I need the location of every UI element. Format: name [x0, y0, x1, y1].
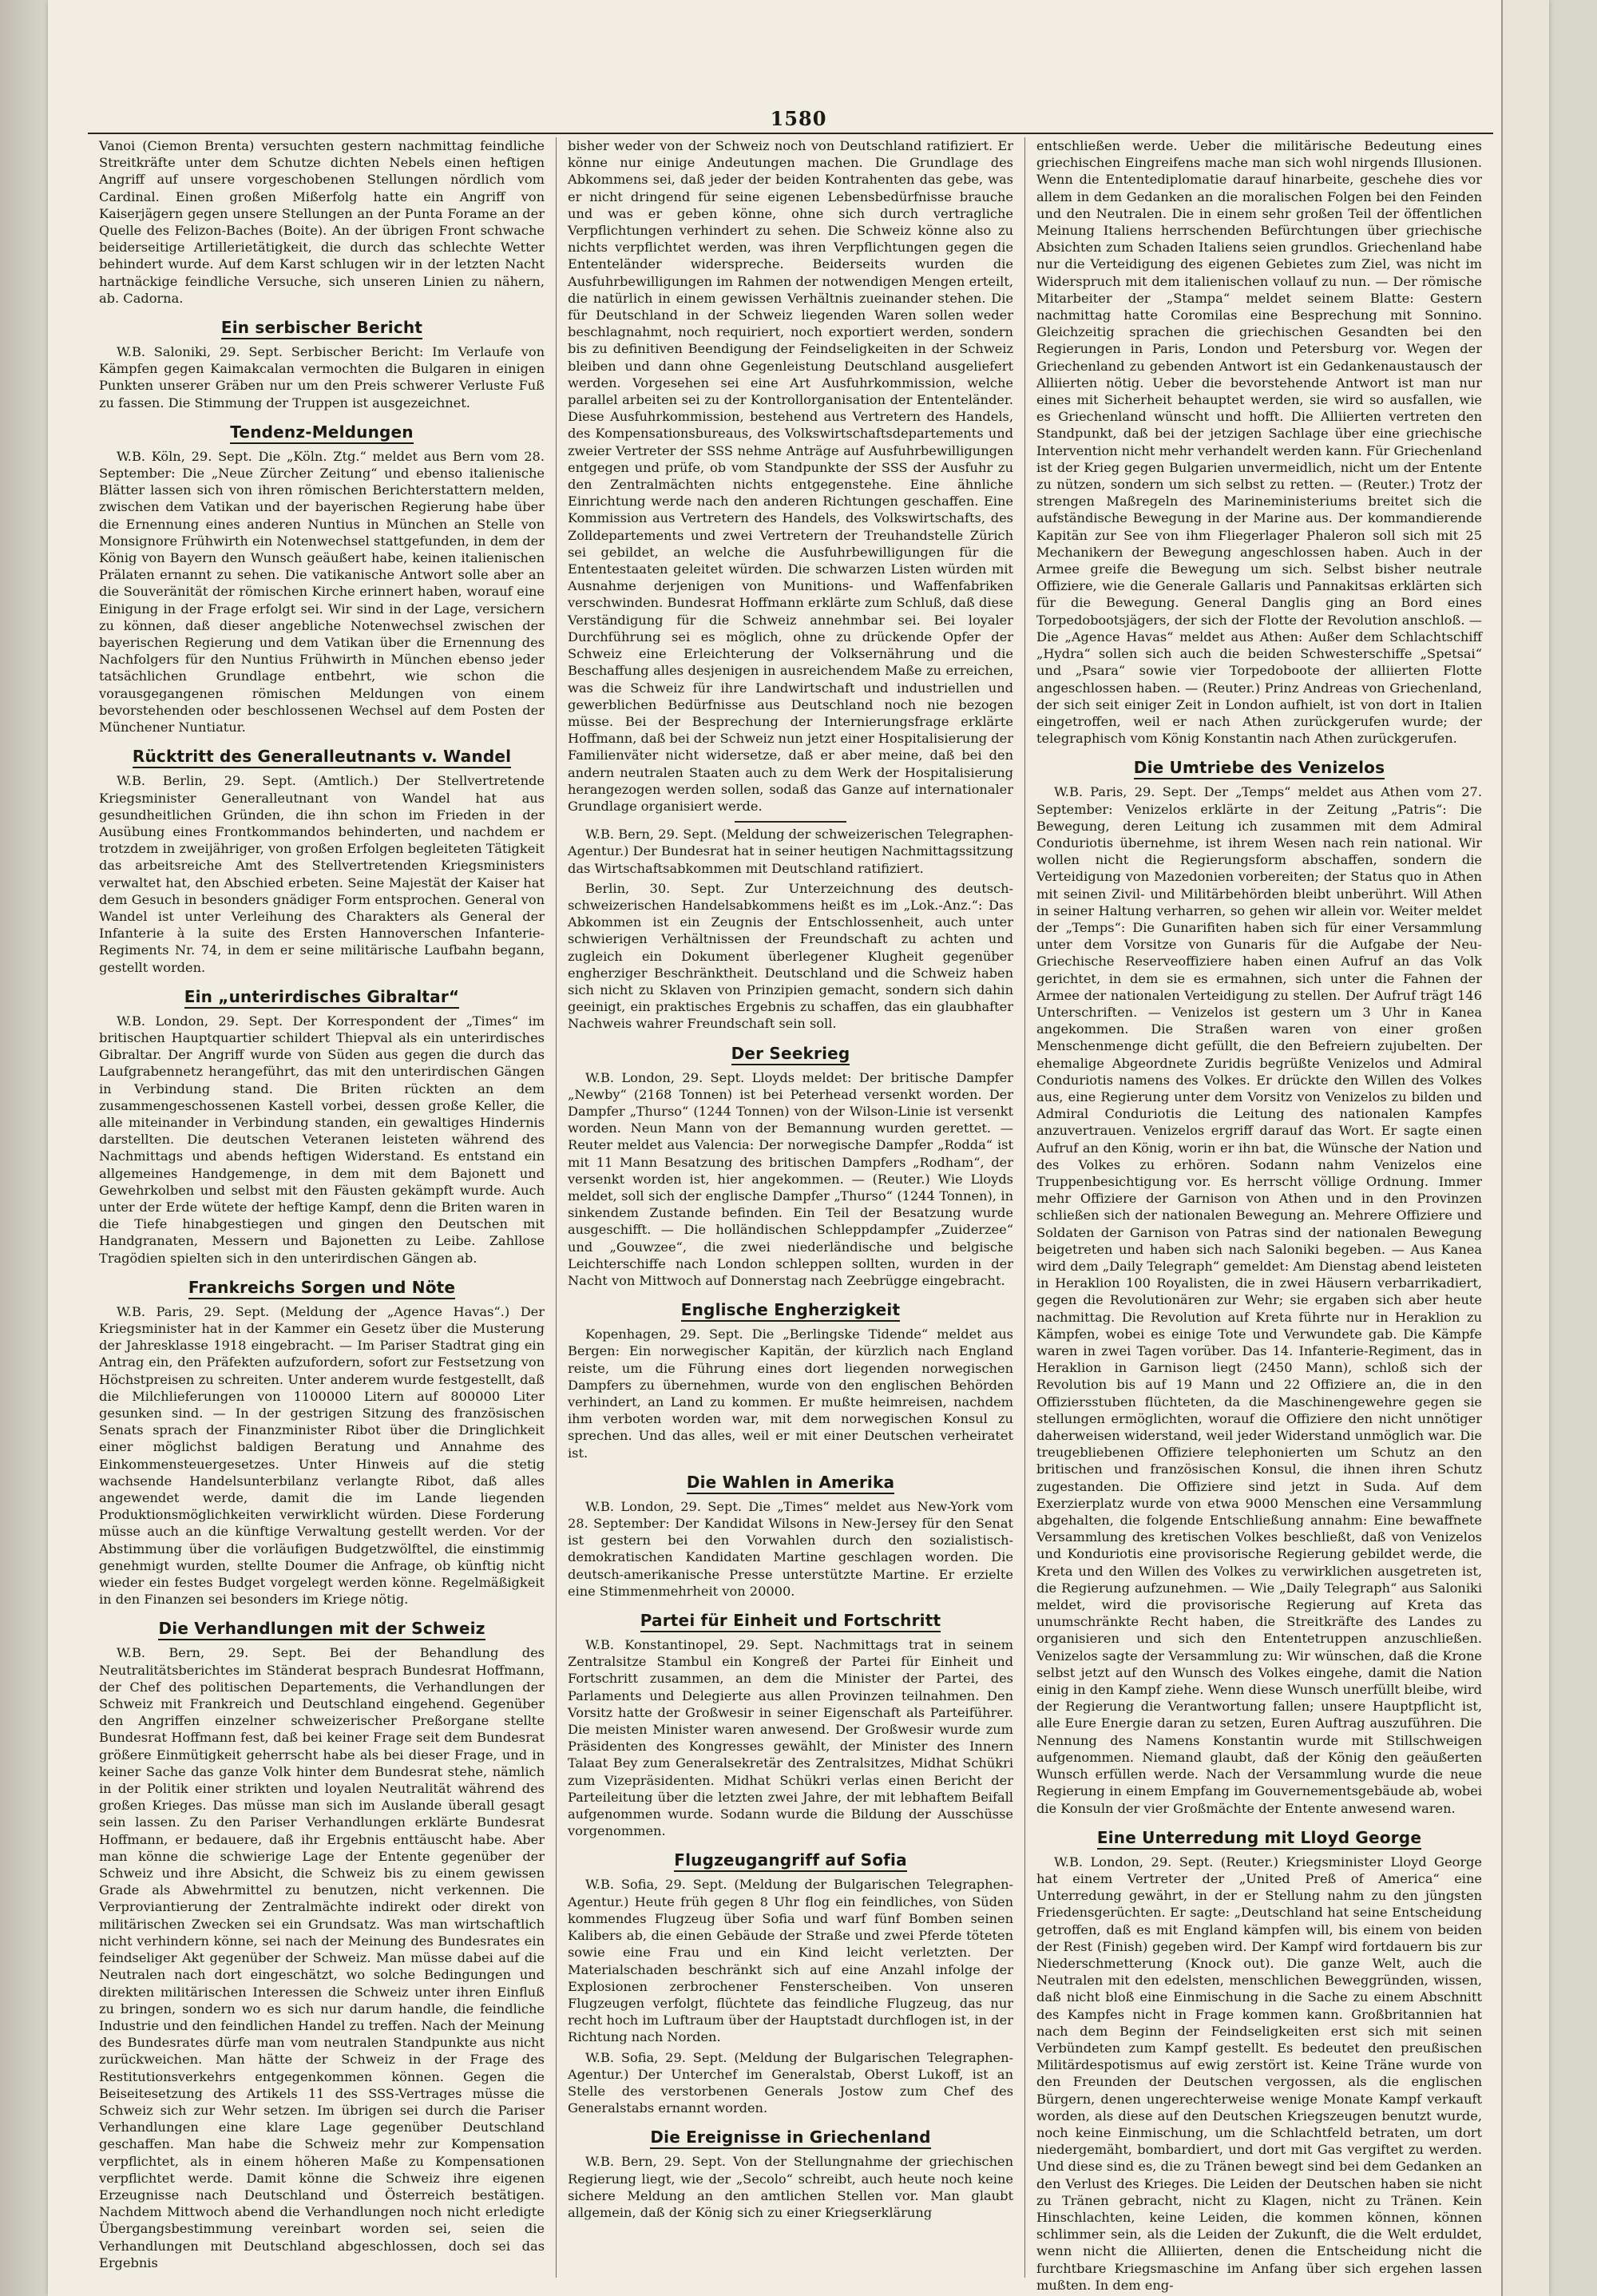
- headline-text: Englische Engherzigkeit: [681, 1300, 901, 1322]
- article-paragraph: W.B. London, 29. Sept. Der Korrespondent der „Times“ im britischen Hauptquartier schildert Thiepval als ein unterirdisches Gibraltar. Der Angriff wurde von Süden aus gegen die durch das Laufgrabennetz herangeführt, das mit den unterirdischen Gängen in Verbindung stand. Die Briten rückten an dem zusammengeschossenen Kastell vorbei, dessen große Keller, die alle miteinander in Verbindung standen, ein gewaltiges Hindernis darstellten. Die deutschen Veteranen leisteten während des Nachmittags und abends heftigen Widerstand. Es entstand ein allgemeines Handgemenge, in dem mit dem Bajonett und Gewehrkolben und selbst mit den Fäusten gekämpft wurde. Auch unter der Erde wütete der heftige Kampf, denn die Briten waren in die Tiefe hinabgestiegen und gingen den Deutschen mit Handgranaten, Messern und Bajonetten zu Leibe. Zahllose Tragödien spielten sich in den unterirdischen Gängen ab.: [99, 1013, 545, 1266]
- newspaper-page: [48, 0, 1549, 2296]
- headline-text: Die Ereignisse in Griechenland: [650, 2127, 930, 2149]
- article-paragraph: W.B. Paris, 29. Sept. (Meldung der „Agence Havas“.) Der Kriegsminister hat in der Kammer ein Gesetz über die Musterung der Jahresklasse 1918 eingebracht. — Im Pariser Stadtrat ging ein Antrag ein, den Präfekten aufzufordern, sofort zur Festsetzung von Höchstpreisen zu schreiten. Unter anderem wurde festgestellt, daß die Milchlieferungen von 1100000 Litern auf 800000 Liter gesunken sind. — In der gestrigen Sitzung des französischen Senats sprach der Finanzminister Ribot über die Dringlichkeit einer möglichst baldigen Beratung und Annahme des Einkommensteuergesetzes. Unter Hinweis auf die stetig wachsende Handelsunterbilanz verlangte Ribot, daß alles angewendet werde, damit die im Lande liegenden Produktionsmöglichkeiten verwirklicht würden. Diese Forderung müsse auch an die künftige Verwaltung gestellt werden. Vor der Abstimmung über die vorläufigen Budgetzwölftel, die einstimmig genehmigt wurden, stellte Doumer die Anfrage, ob künftig nicht wieder ein festes Budget vorgelegt werden könne. Regelmäßigkeit in den Finanzen sei besonders im Kriege nötig.: [99, 1303, 545, 1608]
- article-headline: [568, 1300, 1013, 1319]
- column-1: [88, 137, 557, 2278]
- article-paragraph: W.B. Saloniki, 29. Sept. Serbischer Bericht: Im Verlaufe von Kämpfen gegen Kaimakcalan vermochten die Bulgaren in einigen Punkten unserer Gräben nur um den Preis schwerer Verluste Fuß zu fassen. Die Stimmung der Truppen ist ausgezeichnet.: [99, 344, 545, 410]
- headline-text: Ein „unterirdisches Gibraltar“: [184, 987, 460, 1009]
- page-number: 1580: [770, 107, 827, 130]
- headline-text: Tendenz-Meldungen: [230, 422, 413, 444]
- headline-text: Die Verhandlungen mit der Schweiz: [158, 1619, 485, 1640]
- headline-text: Der Seekrieg: [731, 1044, 850, 1065]
- article-paragraph: bisher weder von der Schweiz noch von Deutschland ratifiziert. Er könne nur einige Andeutungen machen. Die Grundlage des Abkommens sei, daß jeder der beiden Kontrahenten das gebe, was er nicht dringend für seine eigenen Lebensbedürfnisse brauche und was er geben könne, ohne sich durch vertragliche Verpflichtungen verhindert zu sehen. Die Schweiz könne also zu nichts verpflichtet werden, was ihren Verpflichtungen gegen die Ententeländer widerspreche. Beiderseits wurden die Ausfuhrbewilligungen im Rahmen der notwendigen Mengen erteilt, die natürlich in einem gewissen Verhältnis zueinander stehen. Die für Deutschland in der Schweiz liegenden Waren sollen weder beschlagnahmt, noch requiriert, noch exportiert werden, sondern bis zu definitiven Beendigung der Feindseligkeiten in der Schweiz bleiben und dann ohne Gegenleistung Deutschland ausgeliefert werden. Vorgesehen sei eine Art Ausfuhrkommission, welche parallel arbeiten sei zu der Kontrollorganisation der Ententeländer. Diese Ausfuhrkommission, bestehend aus Vertretern des Handels, des Kompensationsbureaus, des Volkswirtschaftsdepartements und zweier Vertreter der SSS nehme Anträge auf Ausfuhrbewilligungen entgegen und prüfe, ob vom Standpunkte der SSS der Ausfuhr zu den Zentralmächten nichts entgegenstehe. Eine ähnliche Einrichtung werde nach den anderen Richtungen geschaffen. Eine Kommission aus Vertretern des Handels, des Volkswirtschafts, des Zolldepartements und zwei Vertretern der Treuhandstelle Zürich sei gebildet, an welche die Ausfuhrbewilligungen für die Ententestaaten geleitet würden. Die schwarzen Listen würden mit Ausnahme derjenigen von Munitions- und Waffenfabriken verschwinden. Bundesrat Hoffmann erklärte zum Schluß, daß diese Verständigung für die Schweiz annehmbar sei. Bei loyaler Durchführung sei es möglich, ohne zu drückende Opfer der Schweiz eine Erleichterung der Volksernährung und die Beschaffung alles desjenigen in ausreichendem Maße zu erreichen, was die Schweiz für ihre Landwirtschaft und industriellen und gewerblichen Bedürfnisse aus Deutschland noch nie bezogen müsse. Bei der Besprechung der Internierungsfrage erklärte Hoffmann, daß bei der Schweiz nun jetzt einer Hospitalisierung der Familienväter nicht widersetze, daß er aber meine, daß bei den andern neutralen Staaten auch zu dem Werk der Hospitalisierung herangezogen werden sollen, sodaß das Ganze auf internationaler Grundlage organisiert werde.: [568, 138, 1013, 814]
- article-paragraph: W.B. Bern, 29. Sept. Von der Stellungnahme der griechischen Regierung liegt, wie der „Secolo“ schreibt, auch heute noch keine sichere Meldung an den amtlichen Stellen vor. Man glaubt allgemein, daß der König sich zu einer Kriegserklärung: [568, 2154, 1013, 2220]
- header-rule: [88, 133, 1493, 134]
- article-paragraph: entschließen werde. Ueber die militärische Bedeutung eines griechischen Eingreifens mache man sich wohl nirgends Illusionen. Wenn die Ententediplomatie darauf hinarbeite, geschehe dies vor allem in dem Gedanken an die moralischen Folgen bei den Feinden und den Neutralen. Die in einem sehr großen Teil der öffentlichen Meinung Italiens herrschenden Befürchtungen über griechische Absichten zum Schaden Italiens seien grundlos. Griechenland habe nur die Verteidigung des eigenen Gebietes zum Ziel, was nicht im Widerspruch mit dem italienischen vollauf zu nun. — Der römische Mitarbeiter der „Stampa“ meldet seinem Blatte: Gestern nachmittag hatte Coromilas eine Besprechung mit Sonnino. Gleichzeitig sprachen die griechischen Gesandten bei den Regierungen in Paris, London und Petersburg vor. Wegen der Griechenland zu gebenden Antwort ist ein Gedankenaustausch der Alliierten nötig. Ueber die bevorstehende Antwort ist man nur eines mit Sicherheit behauptet werden, sie wird so ausfallen, wie es Griechenland wünscht und hofft. Die Alliierten vertreten den Standpunkt, daß bei der jetzigen Sachlage über eine griechische Intervention nicht mehr verhandelt werden kann. Für Griechenland ist der Krieg gegen Bulgarien unvermeidlich, nicht um der Entente zu nützen, sondern um sich selbst zu retten. — (Reuter.) Trotz der strengen Maßregeln des Marineministeriums breitet sich die aufständische Bewegung in der Marine aus. Der kommandierende Kapitän zur See von ihm Fliegerlager Phaleron soll sich mit 25 Mechanikern der Bewegung angeschlossen haben. Auch in der Armee greife die Bewegung um sich. Selbst bisher neutrale Offiziere, wie die Generale Gallaris und Pannakitsas erklärten sich für die Bewegung. General Danglis ging an Bord eines Torpedobootsjägers, der sich der Flotte der Revolution anschloß. — Die „Agence Havas“ meldet aus Athen: Außer dem Schlachtschiff „Hydra“ sollen sich auch die beiden Schwesterschiffe „Spetsai“ und „Psara“ sowie vier Torpedoboote der alliierten Flotte angeschlossen haben. — (Reuter.) Prinz Andreas von Griechenland, der sich seit einiger Zeit in London aufhielt, ist von dort in Italien eingetroffen, weil er nach Athen zurückgerufen wurde; der telegraphisch vom König Konstantin nach Athen zurückgerufen.: [1036, 138, 1482, 747]
- article-headline: [568, 1611, 1013, 1630]
- article-headline: [99, 422, 545, 442]
- article-headline: [568, 1850, 1013, 1870]
- article-paragraph: W.B. Bern, 29. Sept. (Meldung der schweizerischen Telegraphen-Agentur.) Der Bundesrat hat in seiner heutigen Nachmittagssitzung das Wirtschaftsabkommen mit Deutschland ratifiziert.: [568, 827, 1013, 876]
- article-headline: [568, 1044, 1013, 1063]
- article-paragraph: Vanoi (Ciemon Brenta) versuchten gestern nachmittag feindliche Streitkräfte unter dem Schutze dichten Nebels einen heftigen Angriff auf unsere vorgeschobenen Stellungen nördlich vom Cardinal. Einen großen Mißerfolg hatte ein Angriff von Kaiserjägern gegen unsere Stellungen an der Punta Forame an der Quelle des Felizon-Baches (Boite). An der übrigen Front schwache beiderseitige Artillerietätigkeit, die durch das schlechte Wetter behindert wurde. Auf dem Karst schlugen wir in der letzten Nacht hartnäckige feindliche Versuche, sich unseren Linien zu nähern, ab. Cadorna.: [99, 138, 545, 306]
- article-paragraph: W.B. London, 29. Sept. Lloyds meldet: Der britische Dampfer „Newby“ (2168 Tonnen) ist bei Peterhead versenkt worden. Der Dampfer „Thurso“ (1244 Tonnen) von der Wilson-Linie ist versenkt worden. Neun Mann von der Bemannung wurden gerettet. — Reuter meldet aus Valencia: Der norwegische Dampfer „Rodda“ ist mit 11 Mann Besatzung des britischen Dampfers „Rodham“, der versenkt worden ist, hier angekommen. — (Reuter.) Wie Lloyds meldet, soll sich der englische Dampfer „Thurso“ (1244 Tonnen), in sinkendem Zustande befinden. Ein Teil der Besatzung wurde ausgeschifft. — Die holländischen Schleppdampfer „Zuiderzee“ und „Gouwzee“, die zwei niederländische und belgische Leichterschiffe nach London schleppen sollten, wurden in der Nacht von Mittwoch auf Donnerstag nach Zeebrügge eingebracht.: [568, 1069, 1013, 1288]
- headline-text: Frankreichs Sorgen und Nöte: [188, 1278, 455, 1299]
- article-paragraph: W.B. Sofia, 29. Sept. (Meldung der Bulgarischen Telegraphen-Agentur.) Der Unterchef im Generalstab, Oberst Lukoff, ist an Stelle des verstorbenen Generals Jostow zum Chef des Generalstabs ernannt worden.: [568, 2049, 1013, 2116]
- article-paragraph: W.B. London, 29. Sept. (Reuter.) Kriegsminister Lloyd George hat einem Vertreter der „United Preß of America“ eine Unterredung gewährt, in der er Stellung nahm zu den jüngsten Friedensgerüchten. Er sagte: „Deutschland hat seine Entscheidung getroffen, daß es mit England kämpfen will, bis einem von beiden der Rest (Finish) gegeben wird. Der Kampf wird fortdauern bis zur Niederschmetterung (Knock out). Die ganze Welt, auch die Neutralen mit den edelsten, menschlichen Beweggründen, wissen, daß nicht bloß eine Einmischung in die Sache zu einem Abschnitt des Kampfes nicht in Frage kommen kann. Großbritannien hat nach dem Beginn der Feindseligkeiten erst sich mit seinen Verbündeten zum Kampf gestellt. Es bedeutet den preußischen Militärdespotismus auf ewig zerstört ist. Keine Träne wurde von den Freunden der Deutschen vergossen, als die englischen Bürgern, denen ungerechterweise wenige Monate Kampf verkauft worden, als diese auf den Deutschen Kriegszeugen benutzt wurde, noch keine Einmischung, um die Schlachtfeld betraten, um dort niedergemäht, bombardiert, und dort mit Gas vergiftet zu werden. Und diese sind es, die zu Tränen bewegt sind bei dem Gedanken an den Verlust des Krieges. Die Leiden der Deutschen haben sie nicht zu Tränen gebracht, nicht zu Klagen, nicht zu Tränen. Kein Hinschlachten, keine Leiden, die kommen können, können schlimmer sein, als die Leiden der Zukunft, die die Welt erduldet, wenn nicht die Alliierten, denen die Entscheidung nicht die furchtbare Kriegsmaschine im Anfang über sich ergehen lassen mußten. In dem eng-: [1036, 1854, 1482, 2293]
- article-paragraph: W.B. Konstantinopel, 29. Sept. Nachmittags trat in seinem Zentralsitze Stambul ein Kongreß der Partei für Einheit und Fortschritt zusammen, an dem die Minister der Partei, des Parlaments und Delegierte aus allen Provinzen teilnahmen. Den Vorsitz hatte der Großwesir in seiner Eigenschaft als Parteiführer. Die meisten Minister waren anwesend. Der Großwesir wurde zum Präsidenten des Kongresses gewählt, der Minister des Innern Talaat Bey zum Generalsekretär des Zentralsitzes, Midhat Schükri zum Vizepräsidenten. Midhat Schükri verlas einen Bericht der Parteileitung über die letzten zwei Jahre, der mit lebhaftem Beifall aufgenommen wurde. Sodann wurde die Bildung der Ausschüsse vorgenommen.: [568, 1637, 1013, 1839]
- article-headline: [99, 987, 545, 1006]
- article-headline: [99, 318, 545, 337]
- article-headline: [99, 1619, 545, 1638]
- headline-text: Ein serbischer Bericht: [221, 318, 422, 339]
- article-headline: [99, 747, 545, 766]
- article-paragraph: W.B. London, 29. Sept. Die „Times“ meldet aus New-York vom 28. September: Der Kandidat Wilsons in New-Jersey für den Senat ist gestern bei den Vorwahlen durch den sozialistisch-demokratischen Kandidaten Martine geschlagen worden. Die deutsch-amerikanische Presse unterstützte Martine. Er erzielte eine Stimmenmehrheit von 20000.: [568, 1498, 1013, 1599]
- article-columns: [88, 137, 1493, 2293]
- headline-text: Die Umtriebe des Venizelos: [1134, 758, 1385, 779]
- headline-text: Eine Unterredung mit Lloyd George: [1097, 1828, 1421, 1850]
- article-headline: [99, 1278, 545, 1297]
- article-headline: [568, 2127, 1013, 2147]
- book-gutter: [0, 0, 48, 2296]
- article-headline: [1036, 1828, 1482, 1847]
- headline-text: Rücktritt des Generalleutnants v. Wandel: [133, 747, 511, 768]
- article-headline: [1036, 758, 1482, 777]
- article-paragraph: W.B. Bern, 29. Sept. Bei der Behandlung des Neutralitätsberichtes im Ständerat besprach Bundesrat Hoffmann, der Chef des politischen Departements, die Verhandlungen der Schweiz mit Frankreich und Deutschland eingehend. Gegenüber den Angriffen einzelner schweizerischer Preßorgane stellte Bundesrat Hoffmann fest, daß bei keiner Frage seit dem Bundesrat größere Einmütigkeit geherrscht habe als bei dieser Frage, und in keiner Sache das ganze Volk hinter dem Bundesrat stehe, nämlich in der Politik einer strikten und loyalen Neutralität während des großen Krieges. Das müsse man sich im Auslande überall gesagt sein lassen. Zu den Pariser Verhandlungen erklärte Bundesrat Hoffmann, er bedauere, daß ihr Ergebnis enttäuscht habe. Aber man könne die schwierige Lage der Entente gegenüber der Schweiz und ihre Absicht, die Schweiz bis zu einem gewissen Grade als Abwehrmittel zu benutzen, nicht verkennen. Die Verproviantierung der Zentralmächte indirekt oder direkt von militärischen Zwecken sei ein Grundsatz. Was man wirtschaftlich nicht verhindern könne, sei nach der Meinung des Bundesrates ein feindseliger Akt gegenüber der Schweiz. Man müsse dabei auf die Neutralen nach dort eingeschätzt, wo solche Bedingungen und direkten militärischen Interessen die Schweiz unter ihren Einfluß zu bringen, sondern wo es sich nur darum handle, die feindliche Industrie und den feindlichen Handel zu treffen. Nach der Meinung des Bundesrates dürfe man vom neutralen Standpunkte aus nicht zurückweichen. Man hätte der Schweiz in der Frage des Restitutionsverkehrs entgegenkommen können. Gegen die Beiseitesetzung des Artikels 11 des SSS-Vertrages müsse die Schweiz sich zur Wehr setzen. Im übrigen sei durch die Pariser Verhandlungen eine klare Lage gegenüber Deutschland geschaffen. Man habe die Schweiz mehr zur Kompensation verpflichtet, als in einem höheren Maße zu Kompensationen verpflichtet werde. Damit könne die Schweiz ihre eigenen Erzeugnisse nach Deutschland und Österreich bestätigen. Nachdem Mittwoch abend die Verhandlungen noch nicht erledigte Übergangsbestimmung vereinbart worden sei, seien die Verhandlungen mit Deutschland abgeschlossen, doch sei das Ergebnis: [99, 1645, 545, 2270]
- headline-text: Partei für Einheit und Fortschritt: [640, 1611, 941, 1632]
- article-paragraph: W.B. Paris, 29. Sept. Der „Temps“ meldet aus Athen vom 27. September: Venizelos erklärte in der Zeitung „Patris“: Die Bewegung, deren Leitung ich zusammen mit dem Admiral Conduriotis übernehme, ist ihrem Wesen nach rein national. Wir wollen nicht die Regierungsform abschaffen, sondern die Verteidigung von Mazedonien vorbereiten; der Status quo in Athen mit seinen Zivil- und Militärbehörden bleibt unberührt. Will Athen in seiner Haltung verharren, so gehen wir allein vor. Weiter meldet der „Temps“: Die Gunarifiten haben sich für einer Versammlung unter dem Vorsitze von Gunaris für die Aufgabe der Neu-Griechische Reserveoffiziere haben einen Aufruf an das Volk gerichtet, in dem sie es ermahnen, sich unter die Fahnen der Armee der nationalen Verteidigung zu stellen. Der Aufruf trägt 146 Unterschriften. — Venizelos ist gestern um 3 Uhr in Kanea angekommen. Die Straßen waren von einer großen Menschenmenge dicht gefüllt, die den Befreiern zujubelten. Der ehemalige Abgeordnete Zuridis begrüßte Venizelos und Admiral Conduriotis namens des Volkes. Er drückte den Willen des Volkes aus, eine Regierung unter dem Vorsitz von Venizelos zu bilden und Admiral Conduriotis die Leitung des nationalen Kampfes anzuvertrauen. Venizelos ergriff darauf das Wort. Er sagte einen Aufruf an den König, worin er ihn bat, die Wünsche der Nation und des Volkes zu erhören. Sodann nahm Venizelos eine Truppenbesichtigung vor. Es herrscht völlige Ordnung. Immer mehr Offiziere der Garnison von Athen und in den Provinzen schließen sich der nationalen Bewegung an. Mehrere Offiziere und Soldaten der Garnison von Patras sind der nationalen Bewegung beigetreten und haben sich nach Saloniki begeben. — Aus Kanea wird dem „Daily Telegraph“ gemeldet: Am Dienstag abend leisteten in Heraklion 100 Royalisten, die in zwei Häusern verbarrikadiert, gegen die Revolutionären zur Wehr; sie ergaben sich aber heute nachmittag. Die Revolution auf Kreta führte nur in Heraklion zu Kämpfen, wobei es einige Tote und Verwundete gab. Die Kämpfe waren in zwei Tagen vorüber. Das 14. Infanterie-Regiment, das in Heraklion in Garnison liegt (2450 Mann), schloß sich der Revolution bis auf 19 Mann und 22 Offiziere an, die in den Offiziersstuben flüchteten, da die Maschinengewehre gegen sie stellungen ermöglichten, worauf die Offiziere den nicht unnötiger daherweisen widerstand, weil jeder Widerstand unmöglich war. Die treugebliebenen Offiziere telephonierten um Schutz an den britischen und französischen Konsul, die ihnen ihren Schutz zugestanden. Die Offiziere sind jetzt in Suda. Auf dem Exerzierplatz wurde von etwa 9000 Menschen eine Versammlung abgehalten, die folgende Entschließung annahm: Eine bewaffnete Versammlung des kretischen Volkes beschließt, daß von Venizelos und Konduriotis eine provisorische Regierung gebildet werde, die Kreta und den Willen des Volkes zu verwirklichen ausgetreten ist, die Regierung aufzunehmen. — Wie „Daily Telegraph“ aus Saloniki meldet, wird die provisorische Regierung auf Kreta das unumschränkte Recht haben, die Streitkräfte des Landes zu organisieren und sich den Ententetruppen anzuschließen. Venizelos sagte der Versammlung zu: Wir wünschen, daß die Krone selbst jetzt auf den Wunsch des Volkes eingehe, damit die Nation einig in den Kampf ziehe. Wenn diese Wunsch unerfüllt bleibe, wird der Regierung die Verantwortung fallen; unsere Hauptpflicht ist, alle Eure Energie daran zu setzen, Euren Auftrag auszuführen. Die Nennung des Namens Konstantin wurde mit Stillschweigen aufgenommen. Niemand glaubt, daß der König den geäußerten Wunsch erfüllen werde. Nach der Versammlung wurde die neue Regierung in einem Empfang im Gouvernementsgebäude ab, wobei die Konsuln der vier Großmächte der Entente anwesend waren.: [1036, 784, 1482, 1816]
- headline-text: Flugzeugangriff auf Sofia: [674, 1850, 907, 1872]
- adjacent-page-edge: [1501, 0, 1549, 2296]
- article-paragraph: W.B. Sofia, 29. Sept. (Meldung der Bulgarischen Telegraphen-Agentur.) Heute früh gegen 8 Uhr flog ein feindliches, von Süden kommendes Flugzeug über Sofia und warf fünf Bomben seinen Kalibers ab, die einen Gebäude der Straße und zwei Pferde töteten sowie eine Frau und ein Kind leicht verletzten. Der Materialschaden beschränkt sich auf eine Anzahl infolge der Explosionen zerbrochener Fensterscheiben. Von unseren Flugzeugen verfolgt, flüchtete das feindliche Flugzeug, das nur recht hoch im Luftraum über der Hauptstadt durchflogen ist, in der Richtung nach Norden.: [568, 1877, 1013, 2045]
- section-divider: [735, 821, 846, 823]
- article-paragraph: Kopenhagen, 29. Sept. Die „Berlingske Tidende“ meldet aus Bergen: Ein norwegischer Kapitän, der kürzlich nach England reiste, um die Führung eines dort liegenden norwegischen Dampfers zu übernehmen, wurde von den englischen Behörden verhindert, an Land zu kommen. Er mußte heimreisen, nachdem ihm verboten worden war, mit dem norwegischen Konsul zu sprechen. Und das alles, weil er mit einer Deutschen verheiratet ist.: [568, 1326, 1013, 1461]
- article-headline: [568, 1473, 1013, 1492]
- headline-text: Die Wahlen in Amerika: [687, 1473, 894, 1494]
- article-paragraph: W.B. Berlin, 29. Sept. (Amtlich.) Der Stellvertretende Kriegsminister Generalleutnant von Wandel hat aus gesundheitlichen Gründen, die ihn schon im Frieden in der Ausübung eines Frontkommandos behinderten, und nachdem er trotzdem in zweijähriger, von großen Erfolgen begleiteten Tätigkeit das arbeitsreiche Amt des Stellvertretenden Kriegsministers verwaltet hat, den Abschied erbeten. Seine Majestät der Kaiser hat dem Gesuch in besonders gnädiger Form entsprochen. General von Wandel ist unter Verleihung des Charakters als General der Infanterie à la suite des Ersten Hannoverschen Infanterie-Regiments Nr. 74, in dem er seine militärische Laufbahn begann, gestellt worden.: [99, 773, 545, 975]
- column-2: [557, 137, 1025, 2278]
- article-paragraph: Berlin, 30. Sept. Zur Unterzeichnung des deutsch-schweizerischen Handelsabkommens heißt es im „Lok.-Anz.“: Das Abkommen ist ein Zeugnis der Entschlossenheit, auch unter schwierigen Verhältnissen der Freundschaft zu achten und zugleich ein Dokument überlegener Klugheit gegenüber engherziger Beschränktheit. Deutschland und die Schweiz haben sich nicht zu Sklaven von Prinzipien gemacht, sondern sich dahin geeinigt, ein praktisches Ergebnis zu schaffen, das ein glaubhafter Nachweis wahrer Freundschaft sein soll.: [568, 880, 1013, 1032]
- article-paragraph: W.B. Köln, 29. Sept. Die „Köln. Ztg.“ meldet aus Bern vom 28. September: Die „Neue Zürcher Zeitung“ und ebenso italienische Blätter lassen sich von ihren römischen Berichterstattern melden, zwischen dem Vatikan und der bayerischen Regierung habe über die Ernennung eines anderen Nuntius in München an Stelle von Monsignore Frühwirth ein Notenwechsel stattgefunden, in dem der König von Bayern den Wunsch geäußert habe, keinen italienischen Prälaten ernannt zu sehen. Die vatikanische Antwort solle aber an die Souveränität der römischen Kirche erinnert haben, worauf eine Einigung in der Frage erfolgt sei. Wir sind in der Lage, versichern zu können, daß dieser angebliche Notenwechsel zwischen der bayerischen Regierung und dem Vatikan über die Ernennung des Nachfolgers für den Nuntius Frühwirth in München ebenso jeder tatsächlichen Grundlage entbehrt, wie schon die vorausgegangenen römischen Meldungen von einem bevorstehenden oder beschlossenen Wechsel auf dem Posten der Münchener Nuntiatur.: [99, 448, 545, 736]
- column-3: [1025, 137, 1493, 2293]
